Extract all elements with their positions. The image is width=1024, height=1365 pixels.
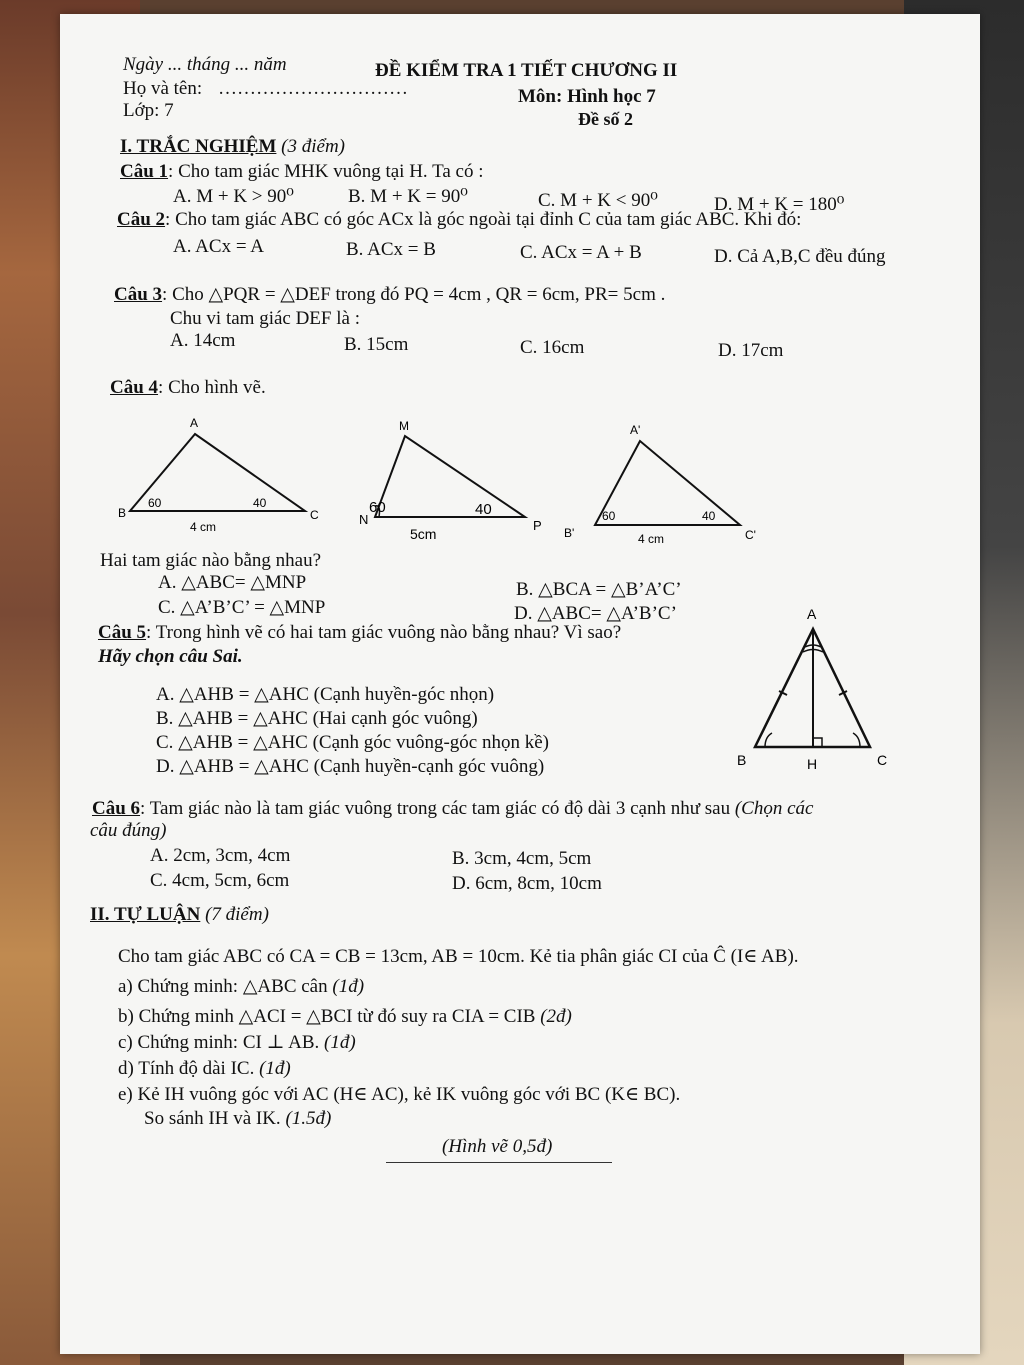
- essay-intro: Cho tam giác ABC có CA = CB = 13cm, AB = 10cm. Kẻ tia phân giác CI của Ĉ (I∈ AB).: [118, 946, 799, 967]
- q3-stem: Câu 3: Cho △PQR = △DEF trong đó PQ = 4cm , QR = 6cm, PR= 5cm .: [114, 284, 666, 305]
- essay-part-b: b) Chứng minh △ACI = △BCI từ đó suy ra CIA = CIB (2đ): [118, 1006, 572, 1027]
- fig2-angle-right: 40: [475, 501, 492, 518]
- q3-option-a: A. 14cm: [170, 330, 236, 351]
- fig2-label-right: P: [533, 518, 542, 533]
- fig3-label-top: A': [630, 423, 641, 437]
- q6-note: câu đúng): [90, 820, 167, 841]
- q3-option-b: B. 15cm: [344, 334, 409, 355]
- class-label: Lớp: 7: [123, 100, 174, 121]
- q1-option-c: C. M + K < 90⁰: [538, 190, 658, 211]
- q1-option-d: D. M + K = 180⁰: [714, 194, 845, 215]
- end-divider: [386, 1162, 612, 1163]
- q2-option-b: B. ACx = B: [346, 239, 436, 260]
- q4-figure-mnp: [335, 414, 565, 549]
- subject: Môn: Hình học 7: [518, 86, 656, 107]
- q5-fig-label-h: H: [807, 756, 818, 772]
- fig3-label-left: B': [564, 526, 575, 540]
- q5-instruction: Hãy chọn câu Sai.: [98, 646, 243, 667]
- q4-figure-a1b1c1: [550, 419, 790, 549]
- q2-stem: Câu 2: Cho tam giác ABC có góc ACx là góc ngoài tại đỉnh C của tam giác ABC. Khi đó:: [117, 209, 802, 230]
- q4-option-a: A. △ABC= △MNP: [158, 572, 307, 593]
- q5-option-c: C. △AHB = △AHC (Cạnh góc vuông-góc nhọn kề): [156, 732, 549, 753]
- fig1-label-top: A: [190, 416, 199, 430]
- q6-option-c: C. 4cm, 5cm, 6cm: [150, 870, 290, 891]
- q3-option-d: D. 17cm: [718, 340, 784, 361]
- fig3-label-right: C': [745, 528, 756, 542]
- drawing-points: (Hình vẽ 0,5đ): [442, 1136, 553, 1157]
- q6-option-a: A. 2cm, 3cm, 4cm: [150, 845, 291, 866]
- q1-option-a: A. M + K > 90⁰: [173, 186, 294, 207]
- fig1-angle-right: 40: [253, 496, 267, 510]
- fig1-label-right: C: [310, 508, 319, 522]
- exam-paper: [60, 14, 980, 1354]
- fig2-label-left: N: [359, 512, 369, 527]
- fig2-angle-left: 60: [369, 499, 386, 516]
- essay-part-c: c) Chứng minh: CI ⊥ AB. (1đ): [118, 1032, 356, 1053]
- fig3-angle-right: 40: [702, 509, 716, 523]
- essay-part-e2: So sánh IH và IK. (1.5đ): [144, 1108, 332, 1129]
- q2-option-d: D. Cả A,B,C đều đúng: [714, 246, 886, 267]
- part2-heading: II. TỰ LUẬN (7 điểm): [90, 904, 269, 925]
- q4-option-d: D. △ABC= △A’B’C’: [514, 603, 677, 624]
- essay-part-e: e) Kẻ IH vuông góc với AC (H∈ AC), kẻ IK vuông góc với BC (K∈ BC).: [118, 1084, 681, 1105]
- fig1-angle-left: 60: [148, 496, 162, 510]
- fig3-side-label: 4 cm: [638, 532, 665, 546]
- q5-stem: Câu 5: Trong hình vẽ có hai tam giác vuông nào bằng nhau? Vì sao?: [98, 622, 622, 643]
- q6-option-d: D. 6cm, 8cm, 10cm: [452, 873, 602, 894]
- q4-stem: Câu 4: Cho hình vẽ.: [110, 377, 266, 398]
- q5-fig-label-b: B: [737, 752, 747, 768]
- name-label: Họ và tên:: [123, 78, 203, 99]
- fig2-side-label: 5cm: [410, 526, 437, 542]
- q1-stem: Câu 1: Cho tam giác MHK vuông tại H. Ta có :: [120, 161, 484, 182]
- fig3-angle-left: 60: [602, 509, 616, 523]
- q1-option-b: B. M + K = 90⁰: [348, 186, 468, 207]
- q3-stem-2: Chu vi tam giác DEF là :: [170, 308, 360, 329]
- q6-option-b: B. 3cm, 4cm, 5cm: [452, 848, 592, 869]
- q5-option-d: D. △AHB = △AHC (Cạnh huyền-cạnh góc vuông): [156, 756, 545, 777]
- q5-fig-label-c: C: [877, 752, 888, 768]
- q6-stem: Câu 6: Tam giác nào là tam giác vuông trong các tam giác có độ dài 3 cạnh như sau (Chọn các: [92, 798, 814, 819]
- exam-version: Đề số 2: [578, 109, 633, 129]
- q3-option-c: C. 16cm: [520, 337, 585, 358]
- essay-part-d: d) Tính độ dài IC. (1đ): [118, 1058, 291, 1079]
- q4-figure-abc: [100, 409, 360, 539]
- part1-heading: I. TRẮC NGHIỆM (3 điểm): [120, 136, 346, 157]
- q5-option-b: B. △AHB = △AHC (Hai cạnh góc vuông): [156, 708, 478, 729]
- essay-part-a: a) Chứng minh: △ABC cân (1đ): [118, 976, 365, 997]
- fig1-side-label: 4 cm: [190, 520, 217, 534]
- q2-option-a: A. ACx = A: [173, 236, 264, 257]
- q2-option-c: C. ACx = A + B: [520, 242, 642, 263]
- name-blank: …………………………: [218, 78, 408, 99]
- q5-fig-label-a: A: [807, 606, 817, 622]
- fig1-label-left: B: [118, 506, 127, 520]
- date-line: Ngày ... tháng ... năm: [123, 54, 287, 75]
- q4-option-b: B. △BCA = △B’A’C’: [516, 579, 682, 600]
- q4-question: Hai tam giác nào bằng nhau?: [100, 550, 322, 571]
- q5-option-a: A. △AHB = △AHC (Cạnh huyền-góc nhọn): [156, 684, 495, 705]
- q4-option-c: C. △A’B’C’ = △MNP: [158, 597, 326, 618]
- q5-figure-isosceles: [725, 599, 905, 779]
- exam-title: ĐỀ KIỂM TRA 1 TIẾT CHƯƠNG II: [375, 60, 678, 81]
- fig2-label-top: M: [399, 419, 409, 433]
